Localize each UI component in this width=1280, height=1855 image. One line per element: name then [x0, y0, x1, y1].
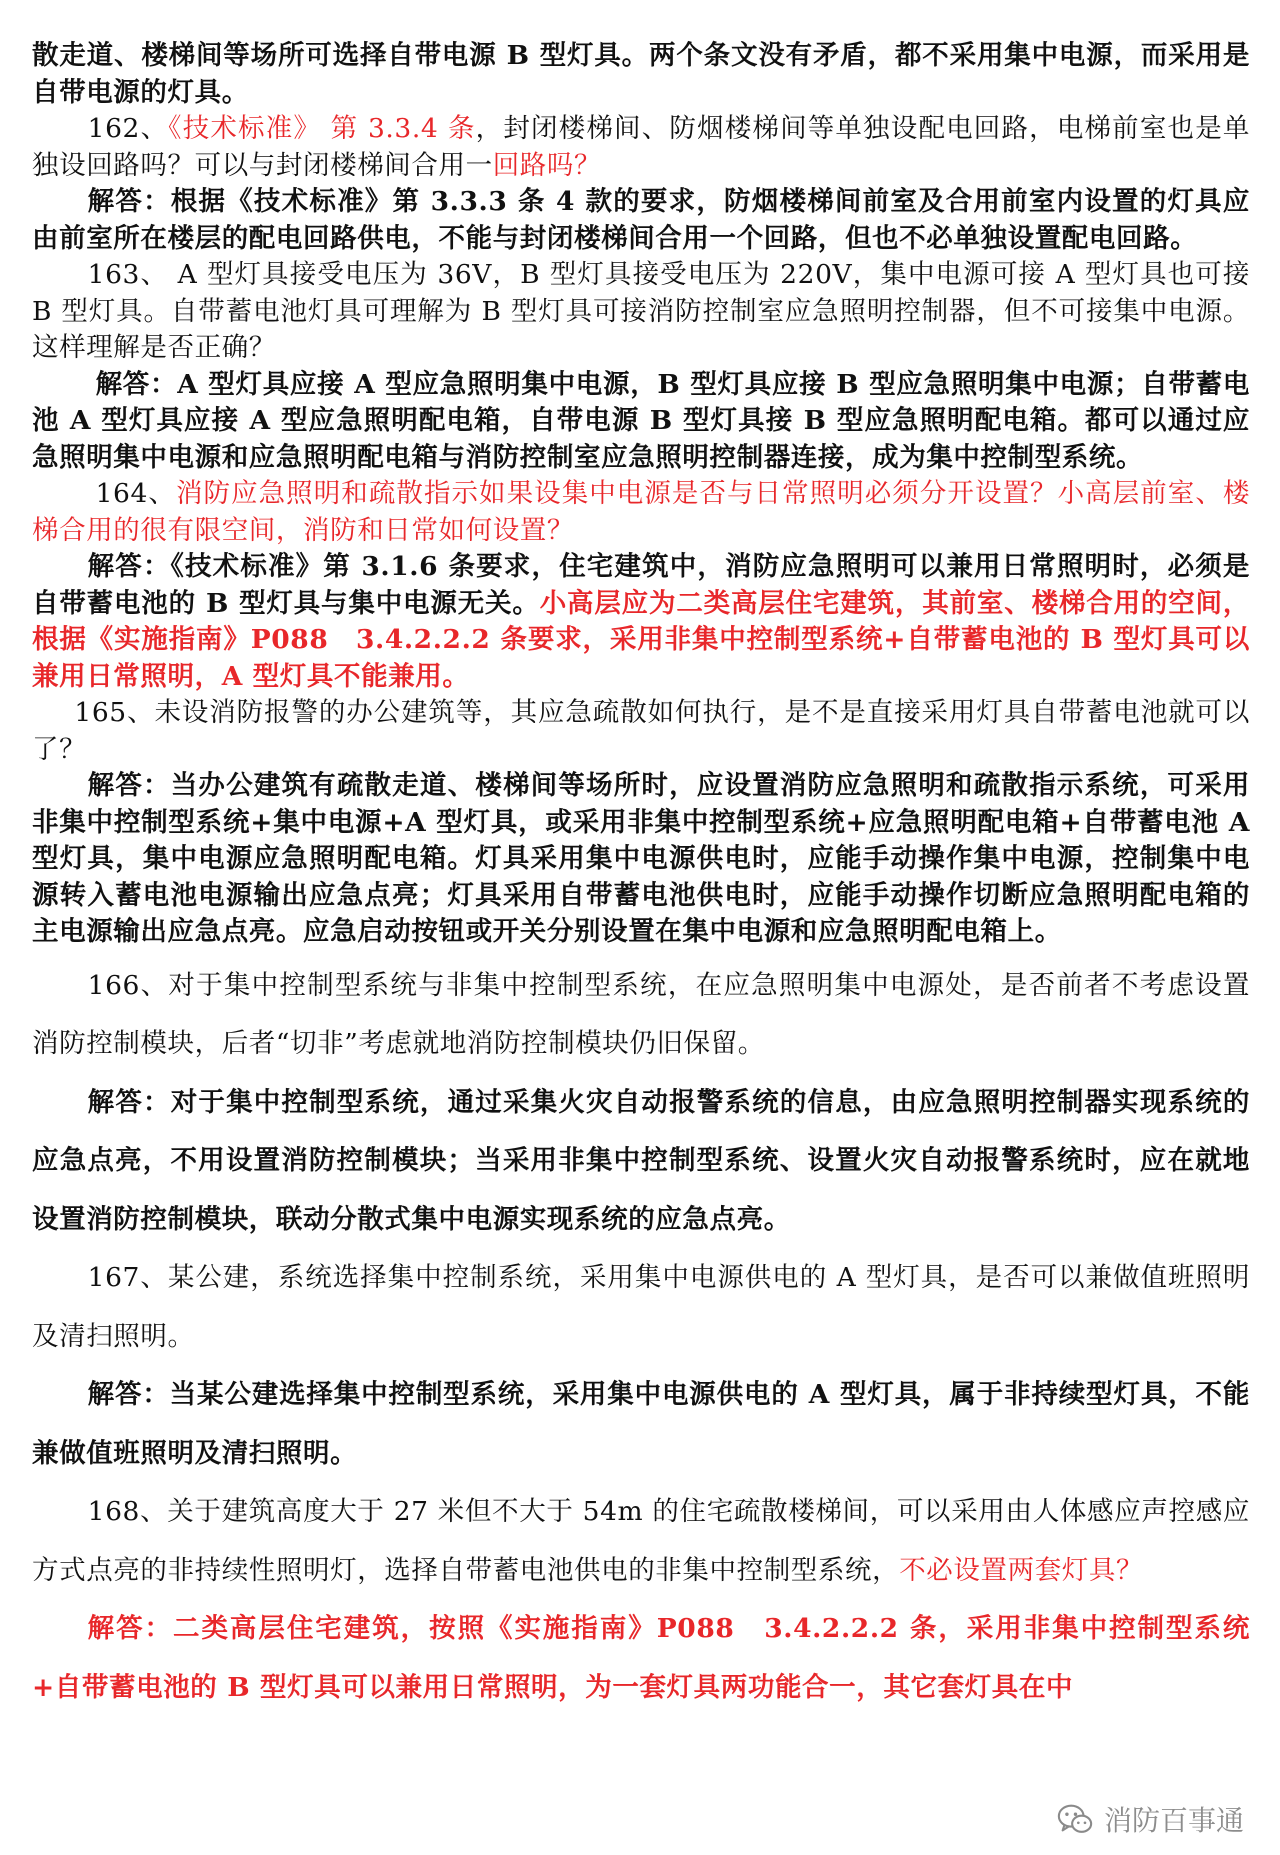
watermark	[1052, 1797, 1250, 1841]
question-163	[32, 257, 1250, 367]
watermark-text: 消防百事通	[1103, 1804, 1244, 1837]
answer-162	[32, 184, 1250, 257]
question-highlight: 不必设置两套灯具？	[899, 1554, 1144, 1586]
question-text: 166、对于集中控制型系统与非集中控制型系统，在应急照明集中电源处，是否前者不考虑设置消防控制模块，后者“切非”考虑就地消防控制模块仍旧保留。	[32, 969, 1250, 1059]
question-168	[32, 1483, 1250, 1600]
question-164	[32, 476, 1250, 549]
question-highlight-end: 回路吗？	[492, 149, 602, 181]
question-number: 162、	[87, 113, 169, 144]
question-highlight: 消防应急照明和疏散指示如果设集中电源是否与日常照明必须分开设置？小高层前室、楼梯合用的很有限空间，消防和日常如何设置？	[32, 478, 1250, 546]
question-162	[32, 111, 1250, 184]
answer-text: 解答：当某公建选择集中控制型系统，采用集中电源供电的 A 型灯具，属于非持续型灯具，不能兼做值班照明及清扫照明。	[32, 1379, 1250, 1469]
question-number: 164、	[95, 478, 176, 509]
question-167	[32, 1249, 1250, 1366]
question-165	[32, 695, 1250, 768]
answer-164	[32, 549, 1250, 695]
answer-168	[32, 1600, 1250, 1717]
question-text: 167、某公建，系统选择集中控制系统，采用集中电源供电的 A 型灯具，是否可以兼做值班照明及清扫照明。	[32, 1262, 1250, 1352]
question-166	[32, 957, 1250, 1074]
paragraph-continuation	[32, 38, 1250, 111]
answer-text: 解答：对于集中控制型系统，通过采集火灾自动报警系统的信息，由应急照明控制器实现系统的应急点亮，不用设置消防控制模块；当采用非集中控制型系统、设置火灾自动报警系统时，应在就地设置消防控制模块，联动分散式集中电源实现系统的应急点亮。	[32, 1086, 1250, 1235]
answer-text: 解答：《技术标准》第 3.1.6 条要求，住宅建筑中，消防应急照明可以兼用日常照明时，必须是自带蓄电池的 B 型灯具与集中电源无关。	[32, 551, 1250, 619]
wechat-icon	[1056, 1800, 1094, 1838]
continuation-text: 散走道、楼梯间等场所可选择自带电源 B 型灯具。两个条文没有矛盾，都不采用集中电源，而采用是自带电源的灯具。	[32, 40, 1250, 108]
question-text: 163、 A 型灯具接受电压为 36V，B 型灯具接受电压为 220V，集中电源可接 A 型灯具也可接 B 型灯具。自带蓄电池灯具可理解为 B 型灯具可接消防控制室应急照明控制器，但不可接集中电源。这样理解是否正确？	[32, 259, 1250, 363]
answer-text: 解答：A 型灯具应接 A 型应急照明集中电源，B 型灯具应接 B 型应急照明集中电源；自带蓄电池 A 型灯具应接 A 型应急照明配电箱，自带电源 B 型灯具接 B 型应急照明配电箱。都可以通过应急照明集中电源和应急照明配电箱与消防控制室应急照明控制器连接，成为集中控制型系统。	[32, 368, 1250, 473]
answer-text: 解答：当办公建筑有疏散走道、楼梯间等场所时，应设置消防应急照明和疏散指示系统，可采用非集中控制型系统+集中电源+A 型灯具，或采用非集中控制型系统+应急照明配电箱+自带蓄电池 A 型灯具，集中电源应急照明配电箱。灯具采用集中电源供电时，应能手动操作集中电源，控制集中电源转入蓄电池电源输出应急点亮；灯具采用自带蓄电池供电时，应能手动操作切断应急照明配电箱的主电源输出应急点亮。应急启动按钮或开关分别设置在集中电源和应急照明配电箱上。	[32, 770, 1250, 947]
answer-166	[32, 1074, 1250, 1250]
question-text: 168、关于建筑高度大于 27 米但不大于 54m 的住宅疏散楼梯间，可以采用由人体感应声控感应方式点亮的非持续性照明灯，选择自带蓄电池供电的非集中控制型系统，	[32, 1496, 1250, 1586]
answer-text: 解答：根据《技术标准》第 3.3.3 条 4 款的要求，防烟楼梯间前室及合用前室内设置的灯具应由前室所在楼层的配电回路供电，不能与封闭楼梯间合用一个回路，但也不必单独设置配电回路。	[32, 186, 1250, 254]
question-text: 165、未设消防报警的办公建筑等，其应急疏散如何执行，是不是直接采用灯具自带蓄电池就可以了？	[32, 697, 1250, 765]
answer-highlight: 解答：二类高层住宅建筑，按照《实施指南》P088 3.4.2.2.2 条，采用非集中控制型系统+自带蓄电池的 B 型灯具可以兼用日常照明，为一套灯具两功能合一，其它套灯具在中	[32, 1613, 1250, 1703]
question-highlight: 《技术标准》 第 3.3.4 条	[168, 113, 476, 144]
answer-highlight: 小高层应为二类高层住宅建筑，其前室、楼梯合用的空间，根据《实施指南》P088 3.4.2.2.2 条要求，采用非集中控制型系统+自带蓄电池的 B 型灯具可以兼用日常照明，A 型灯具不能兼用。	[32, 587, 1250, 692]
answer-165	[32, 768, 1250, 951]
answer-163	[32, 367, 1250, 477]
question-text: ，封闭楼梯间、防烟楼梯间等单独设配电回路，电梯前室也是单独设回路吗？可以与封闭楼梯间合用一	[32, 113, 1250, 181]
answer-167	[32, 1366, 1250, 1483]
